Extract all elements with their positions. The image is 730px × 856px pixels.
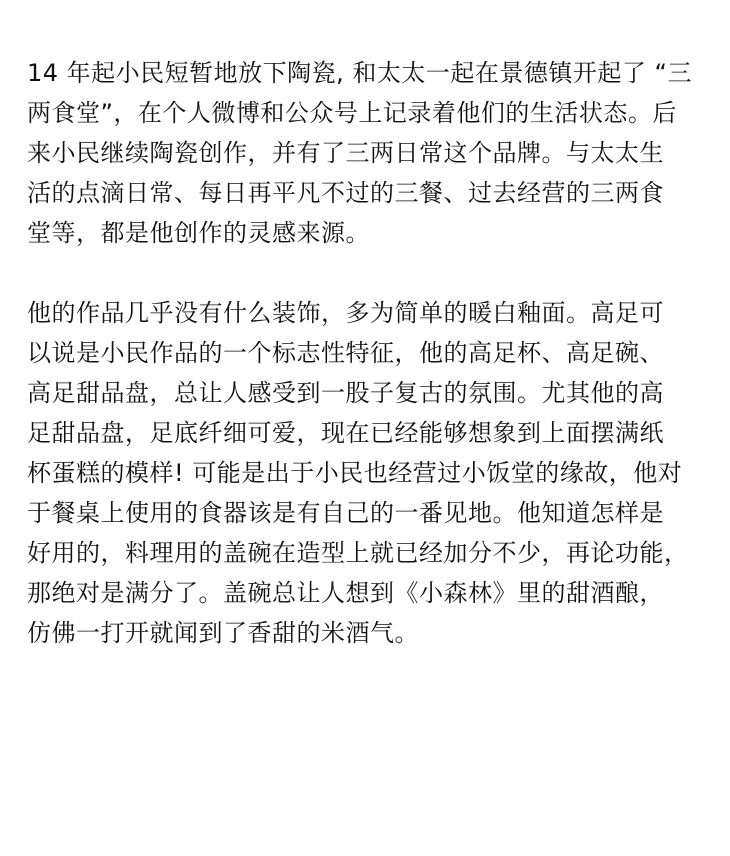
- paragraph-line: 堂等，都是他创作的灵感来源。: [27, 219, 370, 247]
- paragraph-line: 两食堂”，在个人微博和公众号上记录着他们的生活状态。后: [27, 99, 677, 127]
- paragraph-line: 14 年起小民短暂地放下陶瓷, 和太太一起在景德镇开起了 “三: [27, 59, 692, 87]
- paragraph-line: 于餐桌上使用的食器该是有自己的一番见地。他知道怎样是: [27, 499, 664, 527]
- paragraph-line: 来小民继续陶瓷创作，并有了三两日常这个品牌。与太太生: [27, 139, 664, 167]
- paragraph-line: 高足甜品盘，总让人感受到一股子复古的氛围。尤其他的高: [27, 379, 664, 407]
- paragraph-line: 以说是小民作品的一个标志性特征，他的高足杯、高足碗、: [27, 339, 664, 367]
- article-body: [27, 53, 717, 653]
- paragraph-line: 足甜品盘，足底纤细可爱，现在已经能够想象到上面摆满纸: [27, 419, 664, 447]
- paragraph-line: 好用的，料理用的盖碗在造型上就已经加分不少，再论功能，: [27, 539, 689, 567]
- paragraph-line: 他的作品几乎没有什么装饰，多为简单的暖白釉面。高足可: [27, 299, 664, 327]
- paragraph-1: [27, 53, 717, 253]
- paragraph-line: 活的点滴日常、每日再平凡不过的三餐、过去经营的三两食: [27, 179, 664, 207]
- paragraph-line: 仿佛一打开就闻到了香甜的米酒气。: [27, 619, 419, 647]
- paragraph-2: [27, 293, 717, 653]
- paragraph-line: 杯蛋糕的模样! 可能是出于小民也经营过小饭堂的缘故，他对: [27, 459, 683, 487]
- paragraph-line: 那绝对是满分了。盖碗总让人想到《小森林》里的甜酒酿，: [27, 579, 664, 607]
